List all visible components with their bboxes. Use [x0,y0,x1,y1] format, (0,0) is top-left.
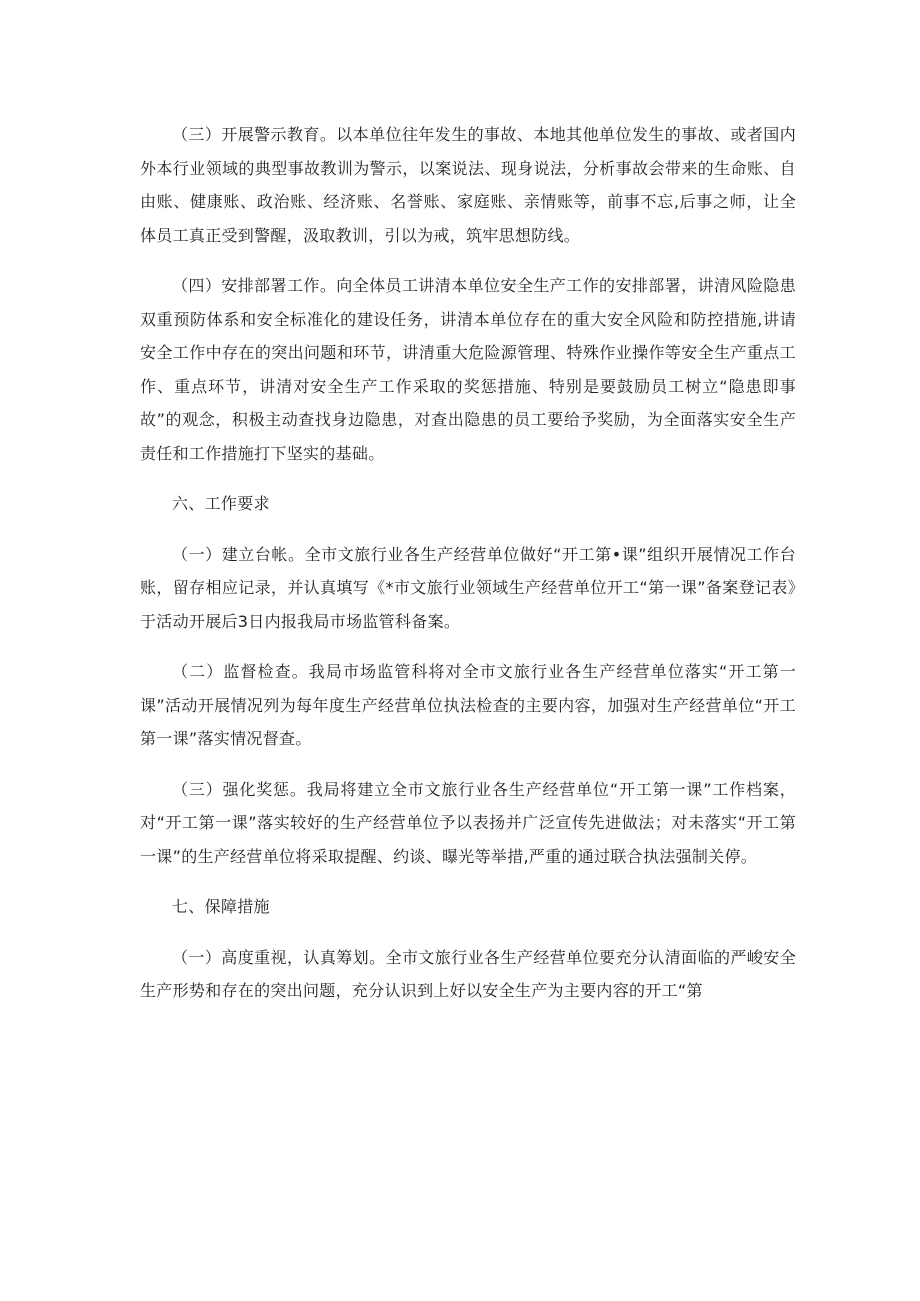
paragraph-rewards-penalties: （三）强化奖惩。我局将建立全市文旅行业各生产经营单位“开工第一课”工作档案，对“开工第一课”落实较好的生产经营单位予以表扬并广泛宣传先进做法；对未落实“开工第一课”的生产经营单位将采取提醒、约谈、曝光等举措,严重的通过联合执法强制关停。 [140,779,796,866]
document-body [140,118,796,1025]
section-heading-work-requirements: 六、工作要求 [172,494,270,513]
section-heading-safeguard-measures: 七、保障措施 [172,897,270,916]
paragraph-establish-ledger: （一）建立台帐。全市文旅行业各生产经营单位做好“开工第•课”组织开展情况工作台账，留存相应记录，并认真填写《*市文旅行业领域生产经营单位开工“第一课”备案登记表》于活动开展后3日内报我局市场监管科备案。 [140,544,796,631]
paragraph-high-attention: （一）高度重视，认真筹划。全市文旅行业各生产经营单位要充分认清面临的严峻安全生产形势和存在的突出问题，充分认识到上好以安全生产为主要内容的开工“第 [140,947,796,1000]
paragraph-warning-education: （三）开展警示教育。以本单位往年发生的事故、本地其他单位发生的事故、或者国内外本行业领域的典型事故教训为警示，以案说法、现身说法，分析事故会带来的生命账、自由账、健康账、政治账、经济账、名誉账、家庭账、亲情账等，前事不忘,后事之师，让全体员工真正受到警醒，汲取教训，引以为戒，筑牢思想防线。 [140,125,796,245]
paragraph-work-arrangement: （四）安排部署工作。向全体员工讲清本单位安全生产工作的安排部署，讲清风险隐患双重预防体系和安全标准化的建设任务，讲清本单位存在的重大安全风险和防控措施,讲请安全工作中存在的突出问题和环节，讲清重大危险源管理、特殊作业操作等安全生产重点工作、重点环节，讲清对安全生产工作采取的奖惩措施、特别是要鼓励员工树立“隐患即事故”的观念，积极主动查找身边隐患，对查出隐患的员工要给予奖励，为全面落实安全生产责任和工作措施打下坚实的基础。 [140,276,796,463]
paragraph-supervision-inspection: （二）监督检查。我局市场监管科将对全市文旅行业各生产经营单位落实“开工第一课”活动开展情况列为每年度生产经营单位执法检查的主要内容，加强对生产经营单位“开工第一课”落实情况督查。 [140,662,796,748]
